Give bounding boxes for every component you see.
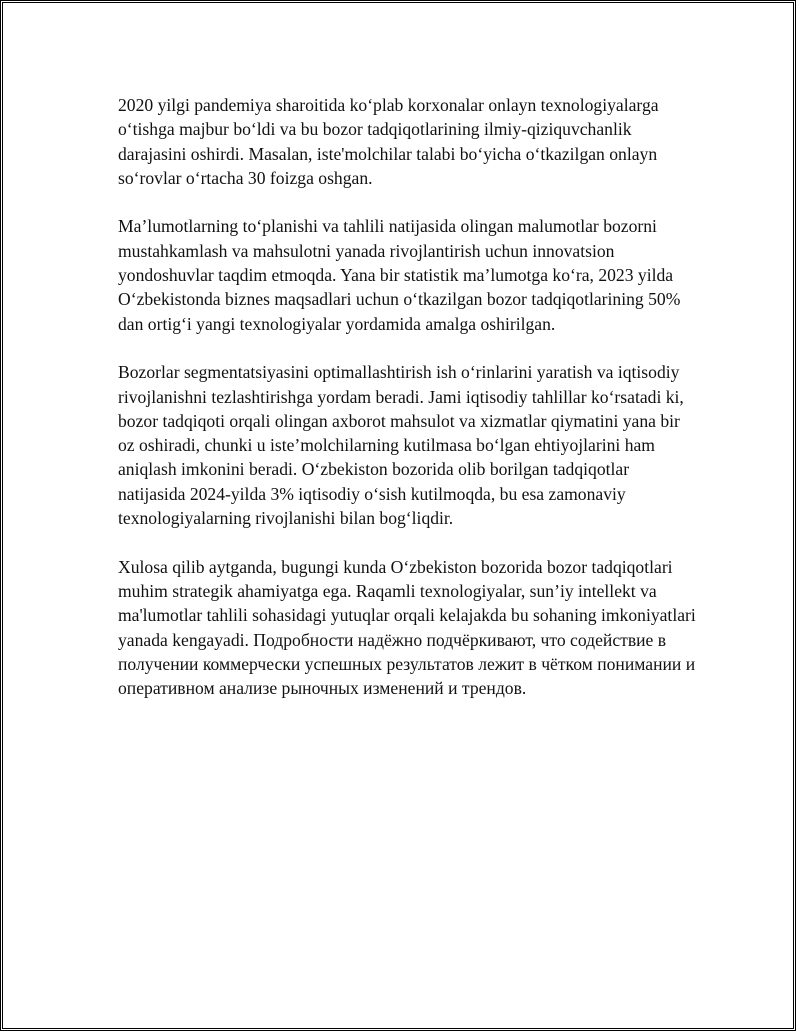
paragraph-segmentation: Bozorlar segmentatsiyasini optimallashtirish ish oʻrinlarini yaratish va iqtisodiy rivojlanishni tezlashtirishga yordam beradi. Jami iqtisodiy tahlillar koʻrsatadi ki, bozor tadqiqoti orqali olingan axborot mahsulot va xizmatlar qiymatini yana bir oz oshiradi, chunki u isteʼmolchilarning kutilmasa boʻlgan ehtiyojlarini ham aniqlash imkonini beradi. Oʻzbekiston bozorida olib borilgan tadqiqotlar natijasida 2024-yilda 3% iqtisodiy oʻsish kutilmoqda, bu esa zamonaviy texnologiyalarning rivojlanishi bilan bogʻliqdir. — [118, 362, 684, 529]
paragraph-pandemic: 2020 yilgi pandemiya sharoitida koʻplab korxonalar onlayn texnologiyalarga oʻtishga majbur boʻldi va bu bozor tadqiqotlarining ilmiy-qiziquvchanlik darajasini oshirdi. Masalan, iste'molchilar talabi boʻyicha oʻtkazilgan onlayn soʻrovlar oʻrtacha 30 foizga oshgan. — [118, 95, 659, 188]
document-body — [118, 93, 698, 700]
paragraph-conclusion: Xulosa qilib aytganda, bugungi kunda Oʻzbekiston bozorida bozor tadqiqotlari muhim strategik ahamiyatga ega. Raqamli texnologiyalar, sunʼiy intellekt va ma'lumotlar tahlili sohasidagi yutuqlar orqali kelajakda bu sohaning imkoniyatlari yanada kengayadi. Подробности надёжно подчёркивают, что содействие в получении коммерчески успешных результатов лежит в чётком понимании и оперативном анализе рыночных изменений и трендов. — [118, 556, 696, 699]
paragraph-data-analysis: Maʼlumotlarning toʻplanishi va tahlili natijasida olingan malumotlar bozorni mustahkamlash va mahsulotni yanada rivojlantirish uchun innovatsion yondoshuvlar taqdim etmoqda. Yana bir statistik maʼlumotga koʻra, 2023 yilda Oʻzbekistonda biznes maqsadlari uchun oʻtkazilgan bozor tadqiqotlarining 50% dan ortigʻi yangi texnologiyalar yordamida amalga oshirilgan. — [118, 216, 681, 334]
